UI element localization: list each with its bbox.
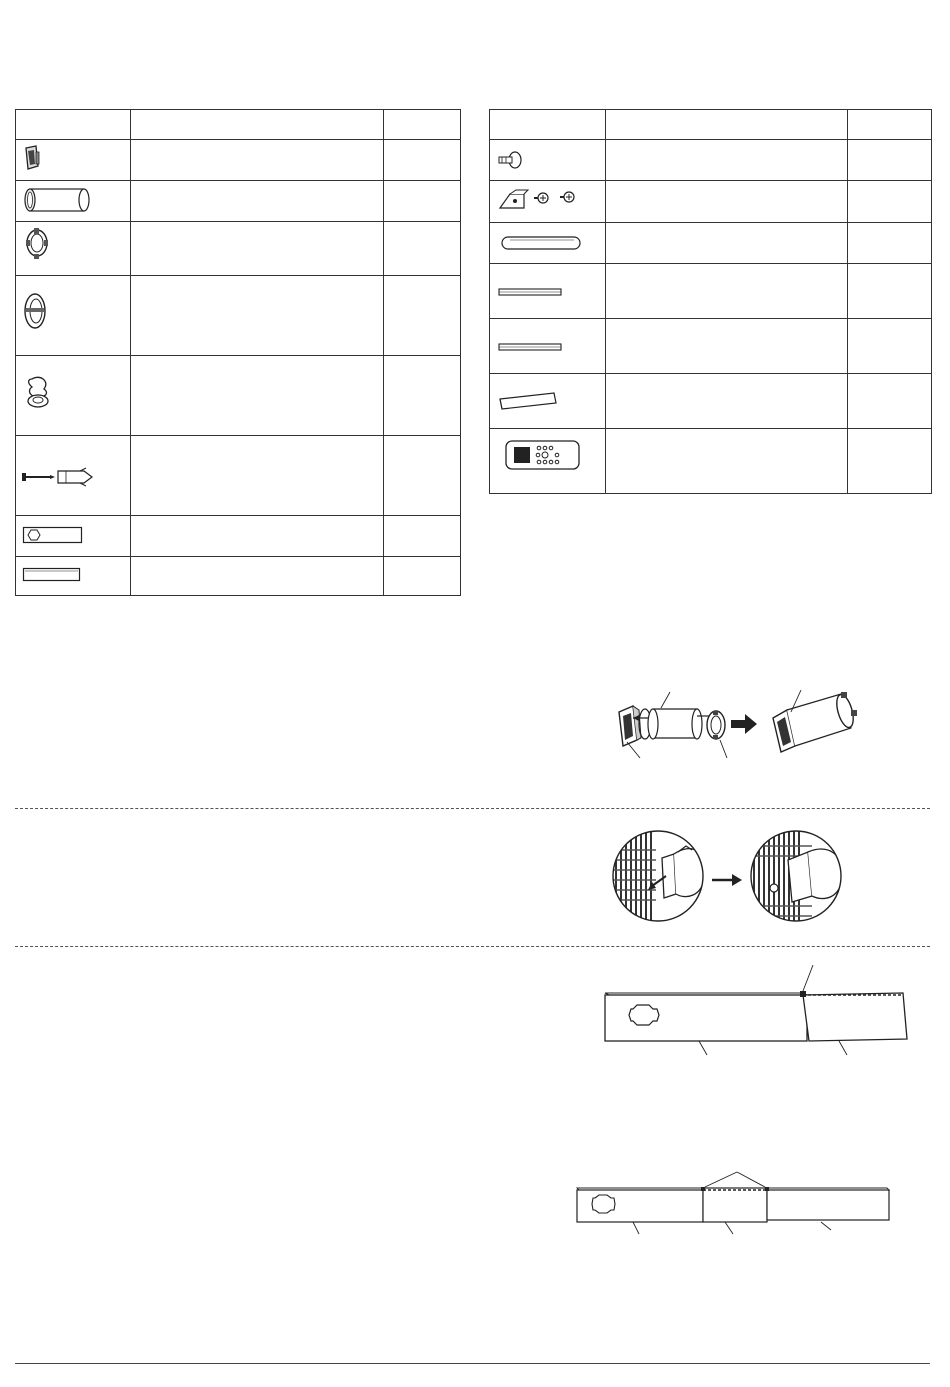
extension-panel-icon <box>23 567 83 583</box>
window-slider-panel-icon <box>23 526 83 544</box>
table-row <box>16 221 460 275</box>
bolt-icon <box>497 150 523 170</box>
foam-block-icon <box>498 389 560 411</box>
section-divider <box>15 808 930 809</box>
table-row <box>490 139 931 180</box>
accessories-table-right <box>489 109 932 494</box>
footer-rule <box>15 1363 930 1364</box>
foam-strip-long-icon <box>498 287 564 297</box>
table-row <box>16 355 460 435</box>
bracket-and-screws-icon <box>498 188 578 214</box>
wall-exhaust-adapter-icon <box>22 290 48 332</box>
drain-plug-icon <box>24 375 54 411</box>
adapter-install-diagram <box>612 830 844 922</box>
window-slider-kit-diagram <box>603 965 915 1059</box>
exhaust-hose-icon <box>24 186 90 214</box>
screw-and-anchor-icon <box>22 468 102 486</box>
table-row <box>16 275 460 355</box>
section-divider <box>15 946 930 947</box>
hose-assembly-diagram <box>605 680 865 762</box>
accessories-table-left <box>15 109 461 596</box>
window-slider-extension-diagram <box>575 1168 895 1238</box>
table-row <box>16 139 460 180</box>
hose-adapter-icon <box>24 227 50 261</box>
foam-strip-short-icon <box>498 342 564 352</box>
foam-seal-icon <box>500 235 584 251</box>
window-slider-adapter-icon <box>22 144 42 172</box>
remote-control-icon <box>505 440 581 470</box>
